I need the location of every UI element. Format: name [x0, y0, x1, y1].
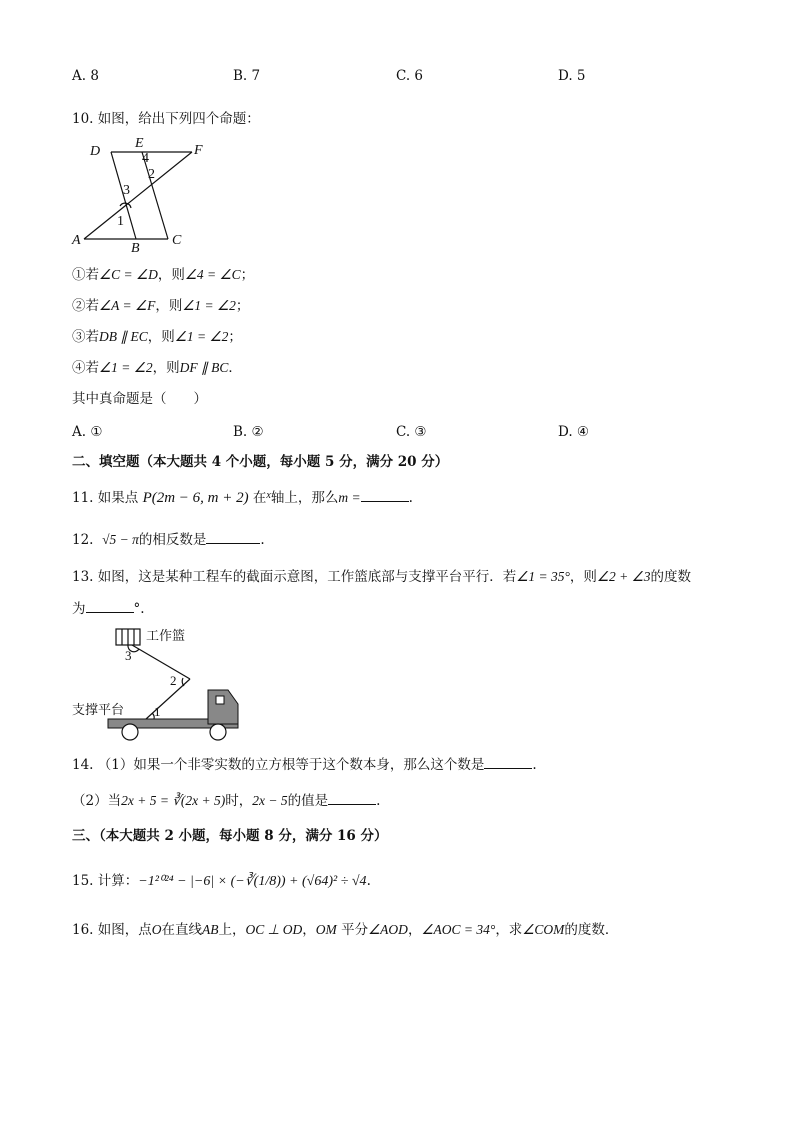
q10-option-d: D. ④ — [558, 424, 590, 440]
angle-3-label: 3 — [123, 183, 130, 198]
basket-label: 工作篮 — [146, 628, 186, 643]
q14-line1: 14. （1）如果一个非零实数的立方根等于这个数本身，那么这个数是 . — [72, 757, 537, 773]
angle-3-label: 3 — [125, 648, 132, 663]
q12-answer-blank[interactable] — [206, 531, 260, 544]
platform-label: 支撑平台 — [72, 702, 125, 717]
q11-answer-blank[interactable] — [361, 489, 409, 502]
section-2-title: 二、填空题（本大题共 4 个小题，每小题 5 分，满分 20 分） — [72, 454, 449, 470]
q9-option-d: D. 5 — [558, 68, 586, 84]
q9-option-a: A. 8 — [72, 68, 99, 84]
label-B: B — [131, 241, 140, 256]
q13-answer-blank[interactable] — [86, 600, 134, 613]
q16: 16. 如图，点O在直线AB上，OC ⊥ OD，OM 平分∠AOD，∠AOC = 34°，求∠COM的度数． — [72, 922, 619, 938]
q10-option-a: A. ① — [72, 424, 103, 440]
angle-1-label: 1 — [117, 214, 124, 229]
angle-2-label: 2 — [148, 167, 155, 182]
angle-1-label: 1 — [154, 704, 161, 719]
q9-option-c: C. 6 — [396, 68, 424, 84]
q10-option-c: C. ③ — [396, 424, 427, 440]
angle-4-label: 4 — [142, 151, 149, 166]
label-D: D — [90, 144, 101, 159]
q10-stem: 10. 如图，给出下列四个命题： — [72, 111, 260, 127]
q11: 11. 如果点 P(2m − 6, m + 2) 在$^x$轴上，那么m = . — [72, 490, 413, 506]
q10-figure — [68, 136, 218, 256]
q13-line1: 13. 如图，这是某种工程车的截面示意图，工作篮底部与支撑平台平行．若∠1 = 35°，则∠2 + ∠3的度数 — [72, 569, 691, 585]
q13-line2: 为 °. — [72, 601, 145, 617]
label-C: C — [172, 233, 182, 248]
q10-prop4: ④若∠1 = ∠2，则DF ∥ BC． — [72, 360, 242, 376]
q10-option-b: B. ② — [233, 424, 264, 440]
q14-1-answer-blank[interactable] — [484, 756, 532, 769]
q13-figure — [68, 624, 258, 746]
q14-2-answer-blank[interactable] — [328, 792, 376, 805]
q10-prop2: ②若∠A = ∠F，则∠1 = ∠2； — [72, 298, 250, 314]
label-A: A — [72, 233, 81, 248]
q9-option-b: B. 7 — [233, 68, 261, 84]
q15: 15. 计算：−1²⁰²⁴ − |−6| × (−∛(1/8)) + (√64)² ÷ √4. — [72, 873, 371, 889]
angle-2-label: 2 — [170, 673, 177, 688]
section-3-title: 三、（本大题共 2 小题，每小题 8 分，满分 16 分） — [72, 828, 388, 844]
q14-line2: （2）当2x + 5 = ∛(2x + 5)时，2x − 5的值是 . — [72, 793, 381, 809]
q10-question: 其中真命题是（ ） — [72, 391, 207, 407]
q12: 12. √5 − π的相反数是 . — [72, 532, 265, 548]
label-F: F — [194, 143, 203, 158]
q10-prop1: ①若∠C = ∠D，则∠4 = ∠C； — [72, 267, 255, 283]
q10-prop3: ③若DB ∥ EC，则∠1 = ∠2； — [72, 329, 242, 345]
label-E: E — [135, 136, 144, 151]
